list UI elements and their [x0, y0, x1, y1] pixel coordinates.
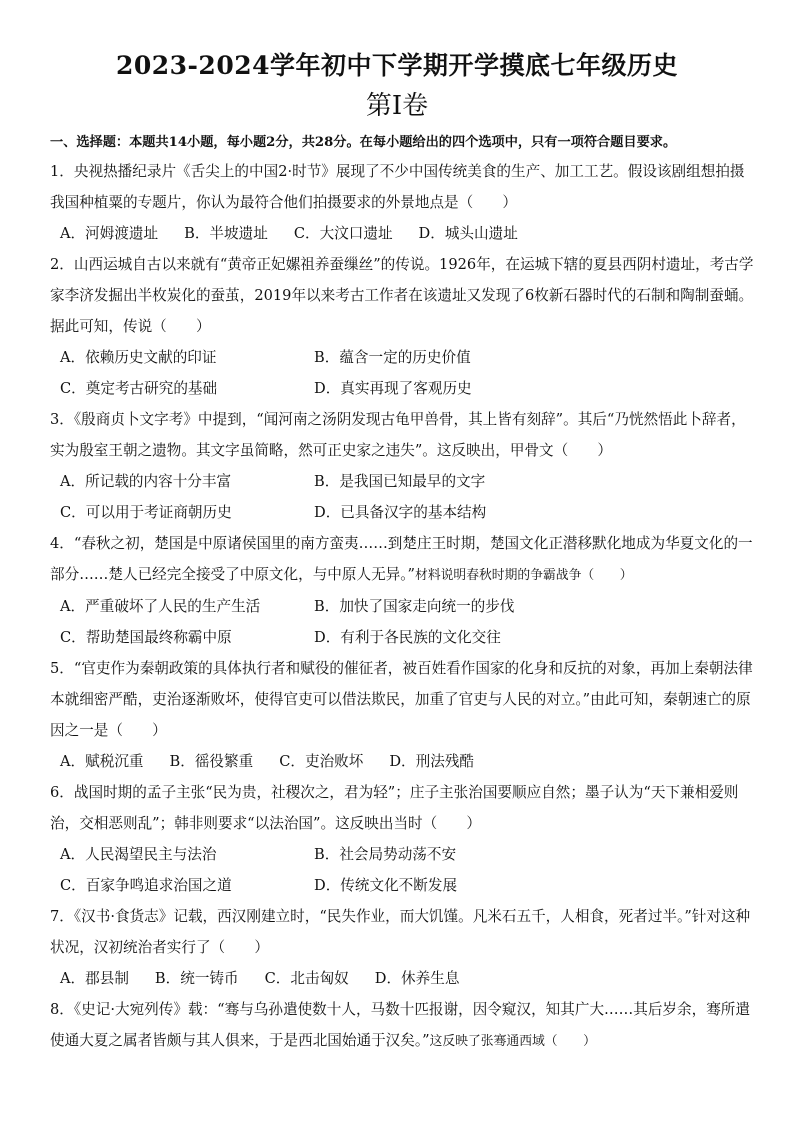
- question-4: [50, 528, 755, 591]
- question-stem: 材料说明春秋时期的争霸战争（ ）: [415, 568, 633, 583]
- question-list: [50, 129, 755, 1057]
- option-c: C．大汶口遗址: [293, 225, 393, 242]
- option-c: C．可以用于考证商朝历史: [60, 504, 232, 521]
- option-b: B．社会局势动荡不安: [314, 846, 457, 863]
- question-6: [50, 777, 755, 839]
- option-c: C．百家争鸣追求治国之道: [60, 877, 232, 894]
- options-2-row-1: [50, 342, 755, 373]
- option-a: A．河姆渡遗址: [60, 225, 159, 242]
- option-d: D．休养生息: [374, 970, 460, 987]
- option-a: A．赋税沉重: [60, 753, 144, 770]
- section-instructions: 一、选择题：本题共14小题，每小题2分，共28分。在每小题给出的四个选项中，只有一项符合题目要求。: [50, 135, 677, 150]
- options-4-row-2: [50, 622, 755, 653]
- options-7: [50, 963, 755, 994]
- option-c: C．奠定考古研究的基础: [60, 380, 218, 397]
- question-stem: 这反映了张骞通西域（ ）: [429, 1034, 596, 1049]
- question-1: [50, 156, 755, 218]
- options-3-row-2: [50, 497, 755, 528]
- volume-heading: 第Ⅰ卷: [365, 91, 429, 121]
- option-c: C．帮助楚国最终称霸中原: [60, 629, 232, 646]
- question-5: [50, 653, 755, 746]
- option-b: B．统一铸币: [154, 970, 239, 987]
- option-d: D．真实再现了客观历史: [314, 380, 472, 397]
- option-a: A．严重破坏了人民的生产生活: [60, 598, 261, 615]
- option-b: B．徭役繁重: [169, 753, 254, 770]
- options-6-row-1: [50, 839, 755, 870]
- question-text: 2．山西运城自古以来就有“黄帝正妃嫘祖养蚕缫丝”的传说。1926年，在运城下辖的夏县西阴村遗址，考古学家李济发掘出半枚炭化的蚕茧，2019年以来考古工作者在该遗址又发现了6枚新石器时代的石制和陶制蚕蛹。据此可知，传说（ ）: [50, 256, 754, 335]
- option-b: B．是我国已知最早的文字: [314, 473, 486, 490]
- question-text: 8．《史记·大宛列传》载：“骞与乌孙遣使数十人，马数十匹报谢，因令窥汉，知其广大……其后岁余，骞所遣使通大夏之属者皆颇与其人俱来，于是西北国始通于汉矣。”: [50, 1001, 750, 1049]
- option-c: C．北击匈奴: [264, 970, 349, 987]
- option-a: A．所记载的内容十分丰富: [60, 473, 232, 490]
- option-b: B．加快了国家走向统一的步伐: [314, 598, 515, 615]
- options-4-row-1: [50, 591, 755, 622]
- option-b: B．蕴含一定的历史价值: [314, 349, 471, 366]
- question-7: [50, 901, 755, 963]
- question-text: 7．《汉书·食货志》记载，西汉刚建立时，“民失作业，而大饥馑。凡米石五千，人相食，死者过半。”针对这种状况，汉初统治者实行了（ ）: [50, 908, 751, 956]
- question-text: 1．央视热播纪录片《舌尖上的中国2·时节》展现了不少中国传统美食的生产、加工工艺。假设该剧组想拍摄我国种植粟的专题片，你认为最符合他们拍摄要求的外景地点是（ ）: [50, 163, 745, 211]
- options-6-row-2: [50, 870, 755, 901]
- options-5: [50, 746, 755, 777]
- question-2: [50, 249, 755, 342]
- option-a: A．郡县制: [60, 970, 129, 987]
- option-b: B．半坡遗址: [184, 225, 268, 242]
- question-text: 5．“官吏作为秦朝政策的具体执行者和赋役的催征者，被百姓看作国家的化身和反抗的对象，再加上秦朝法律本就细密严酷，吏治逐渐败坏，使得官吏可以借法欺民，加重了官吏与人民的对立。”由此可知，秦朝速亡的原因之一是（ ）: [50, 660, 753, 739]
- options-2-row-2: [50, 373, 755, 404]
- option-a: A．依赖历史文献的印证: [60, 349, 217, 366]
- question-text: 4．“春秋之初，楚国是中原诸侯国里的南方蛮夷……到楚庄王时期，楚国文化正潜移默化地成为华夏文化的一部分……楚人已经完全接受了中原文化，与中原人无异。”: [50, 535, 753, 583]
- option-d: D．城头山遗址: [418, 225, 518, 242]
- option-c: C．吏治败坏: [279, 753, 364, 770]
- option-d: D．刑法残酷: [389, 753, 475, 770]
- question-text: 3．《殷商贞卜文字考》中提到，“闻河南之汤阴发现古龟甲兽骨，其上皆有刻辞”。其后“乃恍然悟此卜辞者，实为殷室王朝之遗物。其文字虽简略，然可正史家之违失”。这反映出，甲骨文（ ）: [50, 411, 746, 459]
- option-a: A．人民渴望民主与法治: [60, 846, 217, 863]
- option-d: D．有利于各民族的文化交往: [314, 629, 501, 646]
- option-d: D．传统文化不断发展: [314, 877, 458, 894]
- page-title: 2023-2024学年初中下学期开学摸底七年级历史: [115, 51, 679, 80]
- question-text: 6．战国时期的孟子主张“民为贵，社稷次之，君为轻”；庄子主张治国要顺应自然；墨子认为“天下兼相爱则治，交相恶则乱”；韩非则要求“以法治国”。这反映出当时（ ）: [50, 784, 739, 832]
- option-d: D．已具备汉字的基本结构: [314, 504, 487, 521]
- question-8: [50, 994, 755, 1057]
- question-3: [50, 404, 755, 466]
- options-1: [50, 218, 755, 249]
- options-3-row-1: [50, 466, 755, 497]
